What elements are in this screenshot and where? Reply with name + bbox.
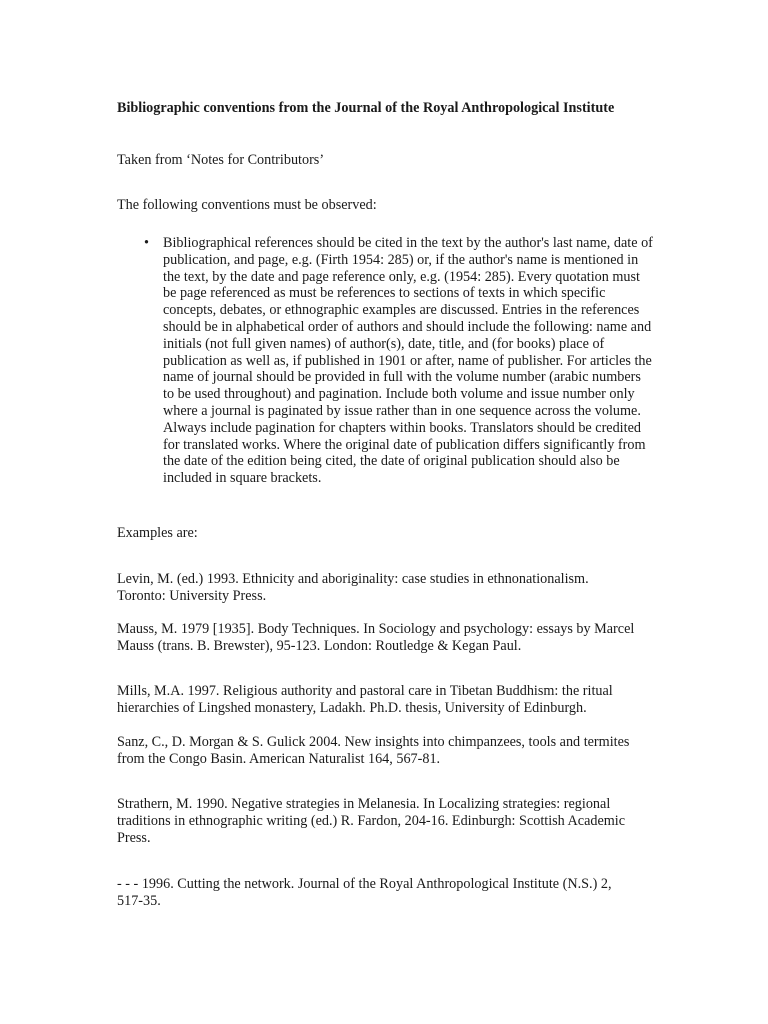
bullet-item: Bibliographical references should be cited in the text by the author's last name, date of publication, and page, e.g. (Firth 1954: 285) or, if the author's name is mentioned in the text, by the date and page reference only, e.g. (1954: 285). Every quotation must be page referenced as must be references to sections of texts in which specific concepts, debates, or ethnographic examples are discussed. Entries in the references should be in alphabetical order of authors and should include the following: name and initials (not full given names) of author(s), date, title, and (for books) place of publication as well as, if published in 1901 or after, name of publisher. For articles the name of journal should be provided in full with the volume number (arabic numbers to be used throughout) and pagination. Include both volume and issue number only where a journal is paginated by issue rather than in one sequence across the volume. Always include pagination for chapters within books. Translators should be credited for translated works. Where the original date of publication differs significantly from the date of the edition being cited, the date of original publication should also be included in square brackets. [163,235,653,487]
reference-entry: - - - 1996. Cutting the network. Journal of the Royal Anthropological Institute (N.S.) 2, 517-35. [117,876,612,909]
reference-entry: Strathern, M. 1990. Negative strategies in Melanesia. In Localizing strategies: regional traditions in ethnographic writing (ed.) R. Fardon, 204-16. Edinburgh: Scottish Academic Press. [117,796,626,846]
reference-entry: Mauss, M. 1979 [1935]. Body Techniques. In Sociology and psychology: essays by Marcel Mauss (trans. B. Brewster), 95-123. London: Routledge & Kegan Paul. [117,621,635,654]
examples-label: Examples are: [117,525,198,541]
bullet-icon: • [144,235,149,251]
intro-paragraph: The following conventions must be observed: [117,197,377,213]
reference-entry: Levin, M. (ed.) 1993. Ethnicity and aboriginality: case studies in ethnonationalism. Toronto: University Press. [117,571,589,604]
reference-entry: Mills, M.A. 1997. Religious authority and pastoral care in Tibetan Buddhism: the ritual hierarchies of Lingshed monastery, Ladakh. Ph.D. thesis, University of Edinburgh. [117,683,613,716]
document-title: Bibliographic conventions from the Journal of the Royal Anthropological Institute [117,100,615,116]
bullet-list [144,235,656,487]
document-subtitle: Taken from ‘Notes for Contributors’ [117,152,325,168]
reference-entry: Sanz, C., D. Morgan & S. Gulick 2004. New insights into chimpanzees, tools and termites from the Congo Basin. American Naturalist 164, 567-81. [117,734,630,767]
